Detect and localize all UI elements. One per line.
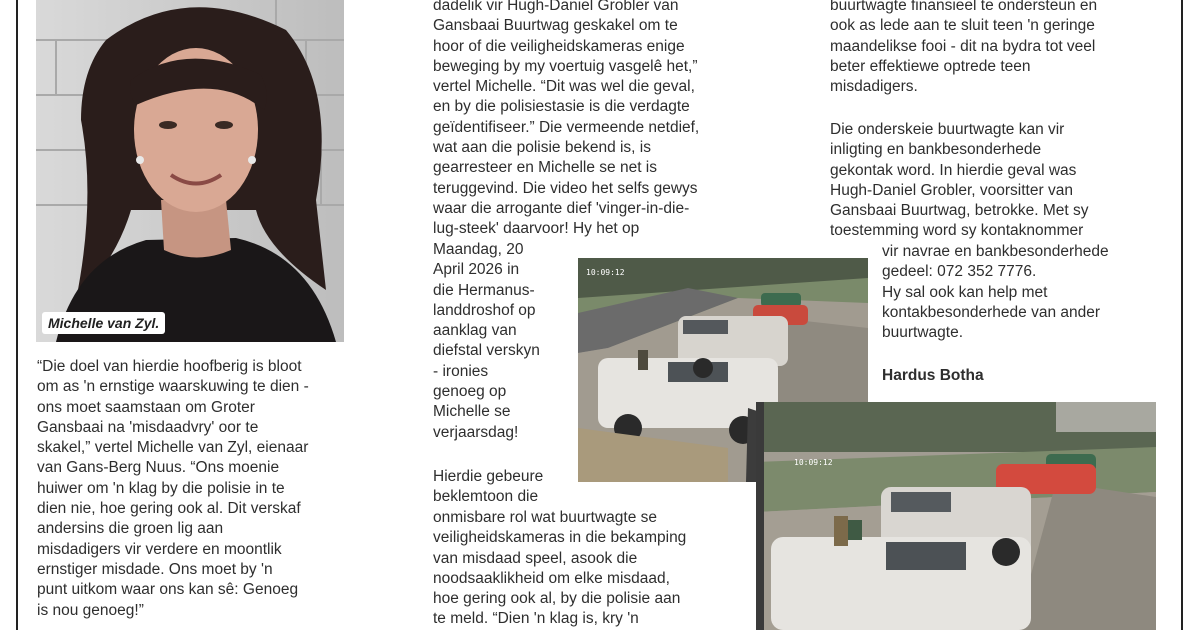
column3-text-a <box>830 0 1097 97</box>
text-line: Michelle se <box>433 403 511 421</box>
text-line: lug-steek' daarvoor! Hy het op <box>433 220 640 238</box>
text-line: verjaarsdag! <box>433 423 519 441</box>
text-line: en by die polisiestasie is die verdagte <box>433 98 690 116</box>
text-line: - ironies <box>433 362 489 380</box>
text-line: punt uitkom waar ons kan sê: Genoeg <box>37 581 299 599</box>
text-line: ook as lede aan te sluit teen 'n geringe <box>830 17 1095 35</box>
text-line: buurtwagte. <box>882 324 963 342</box>
column2-bottom-text <box>433 508 686 630</box>
photo-caption: Michelle van Zyl. <box>42 312 165 334</box>
text-line: dien nie, hoe gering ook al. Dit verskaf <box>37 500 301 518</box>
text-line: aanklag van <box>433 322 517 340</box>
text-line: misdadigers vir verdere en moontlik <box>37 540 282 558</box>
text-line: genoeg op <box>433 383 507 401</box>
text-line: April 2026 in <box>433 261 520 279</box>
timestamp-overlay: 10:09:12 <box>586 268 625 277</box>
text-line: dadelik vir Hugh-Daniel Grobler van <box>433 0 679 14</box>
text-line: inligting en bankbesonderhede <box>830 141 1042 159</box>
timestamp-overlay: 10:09:12 <box>794 458 833 467</box>
text-line: huiwer om 'n klag by die polisie in te <box>37 479 285 497</box>
text-line: kontakbesonderhede van ander <box>882 303 1101 321</box>
text-line: buurtwagte finansieel te ondersteun en <box>830 0 1098 14</box>
text-line: noodsaaklikheid om elke misdaad, <box>433 569 670 587</box>
text-line: toestemming word sy kontaknommer <box>830 222 1084 240</box>
text-line: diefstal verskyn <box>433 342 540 360</box>
column2-narrow-text <box>433 240 540 443</box>
column1-text <box>37 357 309 621</box>
text-line: beklemtoon die <box>433 488 539 506</box>
text-line: vir navrae en bankbesonderhede <box>882 243 1109 260</box>
text-line: skakel,” vertel Michelle van Zyl, eienaar <box>37 439 309 457</box>
text-line: misdadigers. <box>830 78 918 96</box>
text-line: van misdaad speel, asook die <box>433 549 638 567</box>
text-line: om as 'n ernstige waarskuwing te dien - <box>37 378 309 396</box>
text-line: landdroshof op <box>433 301 536 319</box>
portrait-photo <box>36 0 344 342</box>
text-line: onmisbare rol wat buurtwagte se <box>433 509 658 526</box>
page-border-left <box>16 0 18 630</box>
text-line: hoe gering ook al, by die polisie aan <box>433 590 681 608</box>
text-line: Maandag, 20 <box>433 241 524 258</box>
text-line: Hugh-Daniel Grobler, voorsitter van <box>830 181 1073 199</box>
text-line: beweging by my voertuig vasgelê het,” <box>433 57 698 75</box>
text-line: is nou genoeg!” <box>37 601 144 619</box>
text-line: beter effektiewe optrede teen <box>830 57 1031 75</box>
page-border-right <box>1181 0 1183 630</box>
text-line: ernstiger misdade. Ons moet by 'n <box>37 560 273 578</box>
text-line: Die onderskeie buurtwagte kan vir <box>830 121 1065 138</box>
cctv-photo-2 <box>756 402 1156 630</box>
text-line: hoor of die veiligheidskameras enige <box>433 37 685 55</box>
text-line: waar die arrogante dief 'vinger-in-die- <box>433 199 690 217</box>
text-line: van Gans-Berg Nuus. “Ons moenie <box>37 459 280 477</box>
text-line: teruggevind. Die video het selfs gewys <box>433 179 698 197</box>
column3-text-b <box>830 120 1088 242</box>
text-line: Hy sal ook kan help met <box>882 283 1048 301</box>
text-line: te meld. “Dien 'n klag is, kry 'n <box>433 610 639 628</box>
text-line: die Hermanus- <box>433 281 535 299</box>
text-line: geïdentifiseer.” Die vermeende netdief, <box>433 118 700 136</box>
text-line: maandelikse fooi - dit na bydra tot veel <box>830 37 1096 55</box>
column3-text-c <box>882 242 1109 343</box>
text-line: gekontak word. In hierdie geval was <box>830 161 1077 179</box>
text-line: gearresteer en Michelle se net is <box>433 159 658 177</box>
text-line: andersins die groen lig aan <box>37 520 224 538</box>
column2-narrow-text-2 <box>433 467 543 508</box>
text-line: Gansbaai na 'misdaadvry' oor te <box>37 418 259 436</box>
text-line: gedeel: 072 352 7776. <box>882 263 1037 281</box>
text-line: Hierdie gebeure <box>433 468 544 485</box>
text-line: vertel Michelle. “Dit was wel die geval, <box>433 78 695 96</box>
author-name: Hardus Botha <box>882 367 984 384</box>
text-line: Gansbaai Buurtwag, betrokke. Met sy <box>830 202 1089 220</box>
text-line: ons moet saamstaan om Groter <box>37 398 255 416</box>
text-line: “Die doel van hierdie hoofberig is bloot <box>37 358 302 375</box>
text-line: wat aan die polisie bekend is, is <box>433 139 651 157</box>
column2-top-text <box>433 0 699 240</box>
text-line: veiligheidskameras in die bekamping <box>433 529 687 547</box>
text-line: Gansbaai Buurtwag geskakel om te <box>433 17 678 35</box>
